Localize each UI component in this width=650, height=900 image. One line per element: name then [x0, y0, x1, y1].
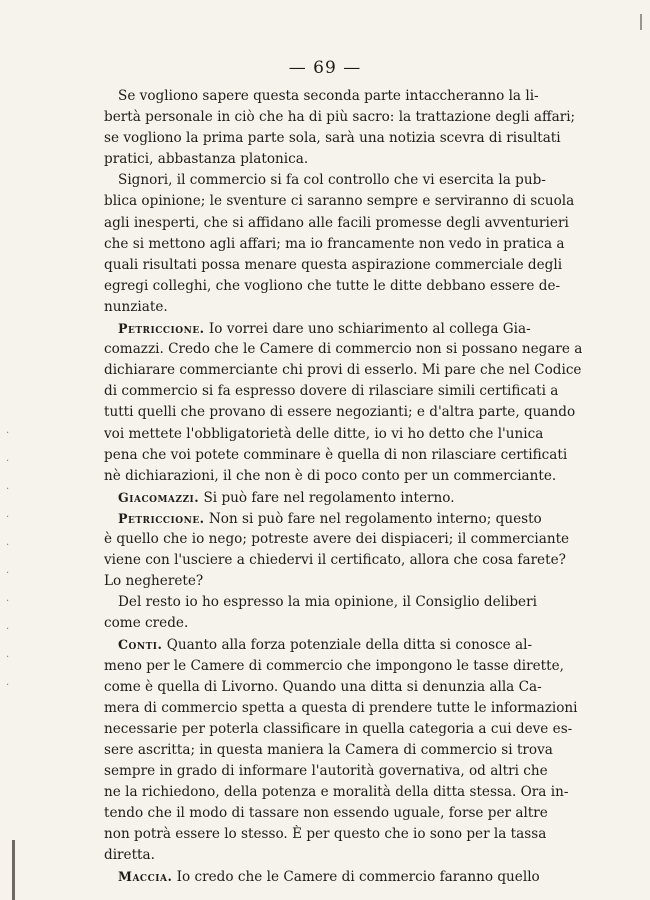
line-text: se vogliono la prima parte sola, sarà una notizia scevra di risultati	[104, 130, 561, 147]
text-line	[104, 360, 582, 381]
line-text: sere ascritta; in questa maniera la Camera di commercio si trova	[104, 741, 553, 758]
line-text: Del resto io ho espresso la mia opinione, il Consiglio deliberi	[118, 594, 537, 611]
text-line	[104, 234, 565, 255]
line-text: voi mettete l'obbligatorietà delle ditte, io vi ho detto che l'unica	[104, 425, 544, 442]
text-line	[104, 402, 576, 423]
text-line	[104, 107, 576, 128]
line-text: Io vorrei dare uno schiarimento al collega Gia-	[204, 321, 531, 338]
line-text: agli inesperti, che si affidano alle facili promesse degli avventurieri	[104, 214, 569, 231]
text-line	[104, 698, 578, 719]
line-text: Quanto alla forza potenziale della ditta si conosce al-	[162, 637, 533, 654]
text-line	[104, 550, 566, 571]
line-text: tutti quelli che provano di essere negozianti; e d'altra parte, quando	[104, 404, 576, 421]
text-line	[104, 803, 548, 824]
line-text: Non si può fare nel regolamento interno; questo	[204, 510, 542, 527]
line-text: che si mettono agli affari; ma io francamente non vedo in pratica a	[104, 235, 565, 252]
line-text: nè dichiarazioni, il che non è di poco conto per un commerciante.	[104, 467, 557, 484]
line-text: pratici, abbastanza platonica.	[104, 151, 309, 168]
line-text: meno per le Camere di commercio che impongono le tasse dirette,	[104, 657, 564, 674]
text-line	[104, 571, 484, 592]
line-text: di commercio si fa espresso dovere di rilasciare simili certificati a	[104, 383, 559, 400]
text-line	[104, 719, 573, 740]
line-text: comazzi. Credo che le Camere di commercio non si possano negare a	[104, 341, 583, 358]
line-text: bertà personale in ciò che ha di più sacro: la trattazione degli affari;	[104, 109, 576, 126]
page-number: — 69 —	[288, 58, 362, 78]
text-line	[104, 508, 542, 529]
line-text: mera di commercio spetta a questa di prendere tutte le informazioni	[104, 699, 578, 716]
page-edge-mark	[640, 14, 642, 30]
line-text: quali risultati possa menare questa aspirazione commerciale degli	[104, 256, 563, 273]
line-text: nunziate.	[104, 298, 168, 315]
line-text: egregi colleghi, che vogliono che tutte le ditte debbano essere de-	[104, 277, 561, 294]
line-text: è quello che io nego; potreste avere dei dispiaceri; il commerciante	[104, 530, 570, 547]
speaker-name: Petriccione.	[118, 510, 205, 526]
line-text: Io credo che le Camere di commercio faranno quello	[172, 869, 540, 886]
line-text: come è quella di Livorno. Quando una ditta si denunzia alla Ca-	[104, 678, 542, 695]
text-line	[104, 487, 484, 508]
text-line	[104, 845, 484, 866]
line-text: Signori, il commercio si fa col controllo che vi esercita la pub-	[118, 172, 546, 189]
line-text: Lo negherete?	[104, 573, 204, 590]
text-line	[104, 170, 546, 191]
document-body	[104, 86, 583, 888]
line-text: come crede.	[104, 615, 189, 632]
text-line	[104, 782, 569, 803]
line-text: sempre in grado di informare l'autorità governativa, od altri che	[104, 763, 548, 779]
text-line	[104, 529, 570, 550]
speaker-name: Maccia.	[118, 869, 173, 885]
text-line	[104, 634, 533, 655]
text-line	[104, 276, 561, 297]
text-line	[104, 149, 484, 170]
line-text: tendo che il modo di tassare non essendo uguale, forse per altre	[104, 805, 548, 822]
line-text: diretta.	[104, 847, 155, 864]
line-text: dichiarare commerciante chi provi di esserlo. Mi pare che nel Codice	[104, 362, 582, 379]
text-line	[104, 213, 569, 234]
text-line	[104, 381, 559, 402]
text-line	[104, 677, 542, 698]
speaker-name: Giacomazzi.	[118, 489, 200, 505]
text-line	[104, 656, 564, 677]
line-text: blica opinione; le sventure ci saranno sempre e serviranno di scuola	[104, 193, 575, 210]
line-text: viene con l'usciere a chiedervi il certificato, allora che cosa farete?	[104, 552, 566, 569]
speaker-name: Petriccione.	[118, 321, 205, 337]
line-text: ne la richiedono, della potenza e moralità della ditta stessa. Ora in-	[104, 784, 569, 801]
text-line	[104, 86, 539, 107]
text-line	[104, 866, 540, 887]
text-line	[104, 318, 531, 339]
line-text: necessarie per poterla classificare in quella categoria a cui deve es-	[104, 720, 573, 737]
text-line	[104, 824, 547, 845]
line-text: Si può fare nel regolamento interno.	[199, 489, 455, 506]
margin-bleed-marks: · · · · · · · · · ·	[6, 428, 10, 691]
text-line	[104, 613, 484, 634]
text-line	[104, 445, 568, 466]
line-text: pena che voi potete comminare è quella di non rilasciare certificati	[104, 446, 568, 463]
text-line	[104, 297, 484, 318]
text-line	[104, 592, 537, 613]
text-line	[104, 191, 575, 212]
line-text: non potrà essere lo stesso. È per questo che io sono per la tassa	[104, 826, 547, 843]
speaker-name: Conti.	[118, 637, 163, 653]
text-line	[104, 424, 544, 445]
text-line	[104, 761, 548, 782]
text-line	[104, 339, 583, 360]
text-line	[104, 128, 561, 149]
binding-edge	[12, 840, 15, 900]
text-line	[104, 740, 553, 761]
text-line	[104, 255, 563, 276]
text-line	[104, 466, 557, 487]
line-text: Se vogliono sapere questa seconda parte intaccheranno la li-	[118, 88, 539, 104]
